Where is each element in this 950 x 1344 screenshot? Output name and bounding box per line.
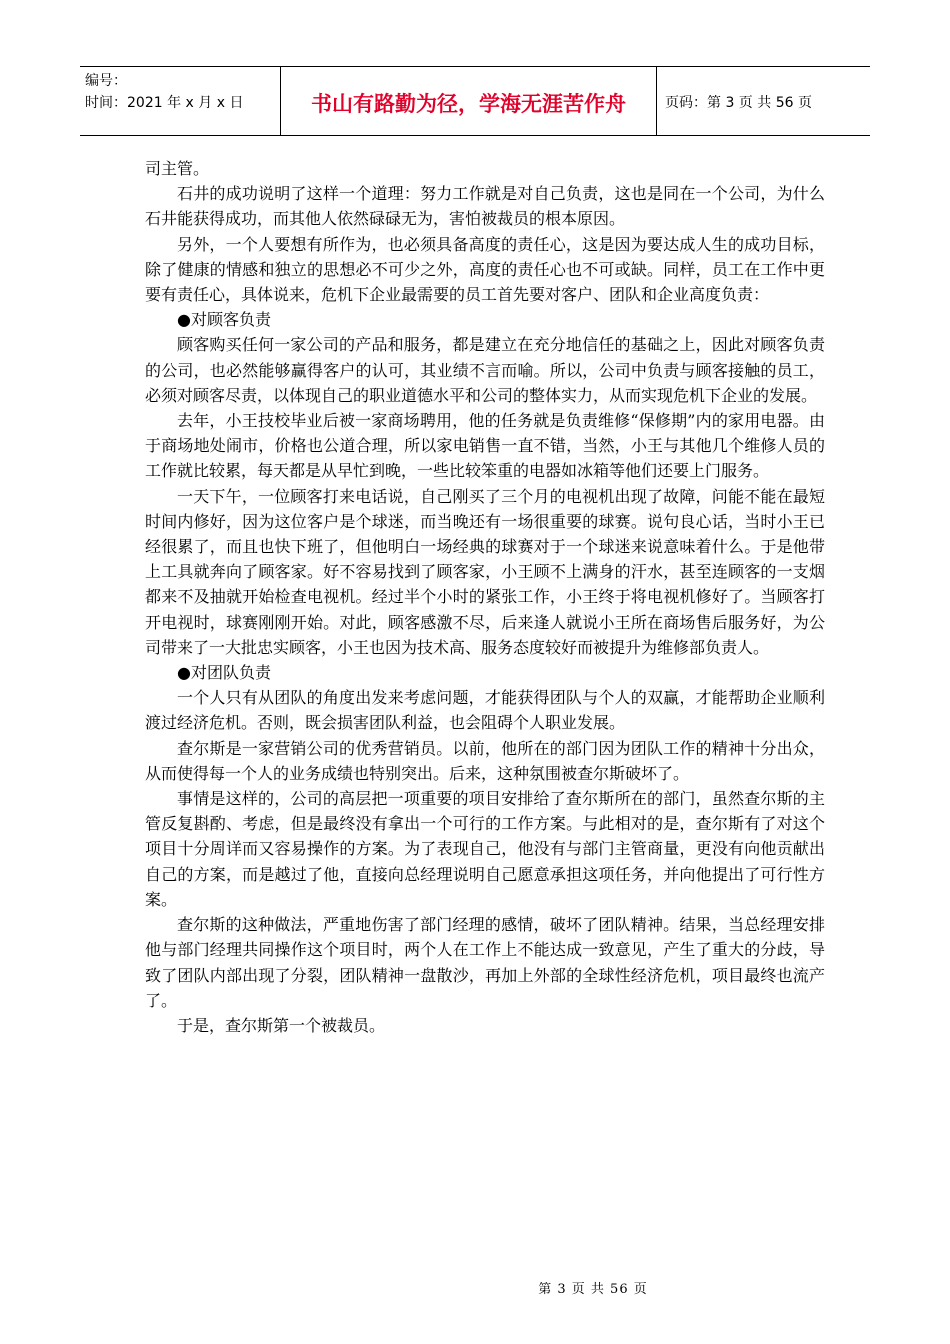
document-body (145, 156, 825, 1038)
body-paragraph: 顾客购买任何一家公司的产品和服务，都是建立在充分地信任的基础之上，因此对顾客负责的公司，也必然能够赢得客户的认可，其业绩不言而喻。所以，公司中负责与顾客接触的员工，必须对顾客尽责，以体现自己的职业道德水平和公司的整体实力，从而实现危机下企业的发展。 (145, 335, 825, 405)
header-meta-cell (80, 67, 281, 135)
body-paragraph: 一天下午，一位顾客打来电话说，自己刚买了三个月的电视机出现了故障，问能不能在最短时间内修好，因为这位客户是个球迷，而当晚还有一场很重要的球赛。说句良心话，当时小王已经很累了，而且也快下班了，但他明白一场经典的球赛对于一个球迷来说意味着什么。于是他带上工具就奔向了顾客家。好不容易找到了顾客家，小王顾不上满身的汗水，甚至连顾客的一支烟都来不及抽就开始检查电视机。经过半个小时的紧张工作，小王终于将电视机修好了。当顾客打开电视时，球赛刚刚开始。对此，顾客感激不尽，后来逢人就说小王所在商场售后服务好，为公司带来了一大批忠实顾客，小王也因为技术高、服务态度较好而被提升为维修部负责人。 (145, 486, 825, 657)
body-paragraph: 石井的成功说明了这样一个道理：努力工作就是对自己负责，这也是同在一个公司，为什么石井能获得成功，而其他人依然碌碌无为，害怕被裁员的根本原因。 (145, 184, 825, 229)
body-paragraph: 查尔斯的这种做法，严重地伤害了部门经理的感情，破坏了团队精神。结果，当总经理安排他与部门经理共同操作这个项目时，两个人在工作上不能达成一致意见，产生了重大的分歧，导致了团队内部出现了分裂，团队精神一盘散沙，再加上外部的全球性经济危机，项目最终也流产了。 (145, 915, 825, 1010)
document-number-label: 编号： (85, 73, 127, 89)
document-date-label: 时间：2021 年 x 月 x 日 (85, 95, 244, 111)
body-paragraph: 查尔斯是一家营销公司的优秀营销员。以前，他所在的部门因为团队工作的精神十分出众，从而使得每一个人的业务成绩也特别突出。后来，这种氛围被查尔斯破坏了。 (145, 738, 825, 783)
header-motto: 书山有路勤为径，学海无涯苦作舟 (281, 67, 657, 135)
body-paragraph: 一个人只有从团队的角度出发来考虑问题，才能获得团队与个人的双赢，才能帮助企业顺利渡过经济危机。否则，既会损害团队利益，也会阻碍个人职业发展。 (145, 688, 825, 733)
body-paragraph: 另外，一个人要想有所作为，也必须具备高度的责任心，这是因为要达成人生的成功目标，除了健康的情感和独立的思想必不可少之外，高度的责任心也不可或缺。同样，员工在工作中更要有责任心，具体说来，危机下企业最需要的员工首先要对客户、团队和企业高度负责： (145, 234, 825, 305)
header-page-info: 页码：第 3 页 共 56 页 (665, 95, 812, 111)
section-heading-team: ●对团队负责 (177, 663, 271, 683)
body-paragraph: 去年，小王技校毕业后被一家商场聘用，他的任务就是负责维修“保修期”内的家用电器。由于商场地处闹市，价格也公道合理，所以家电销售一直不错，当然，小王与其他几个维修人员的工作就比较累，每天都是从早忙到晚，一些比较笨重的电器如冰箱等他们还要上门服务。 (145, 411, 825, 481)
footer-page-number: 第 3 页 共 56 页 (538, 1282, 648, 1297)
body-paragraph: 于是，查尔斯第一个被裁员。 (177, 1015, 386, 1035)
body-paragraph: 司主管。 (145, 159, 210, 178)
page-footer (0, 1278, 950, 1297)
page-header (80, 66, 870, 136)
section-heading-customers: ●对顾客负责 (177, 310, 271, 330)
body-paragraph: 事情是这样的，公司的高层把一项重要的项目安排给了查尔斯所在的部门，虽然查尔斯的主管反复斟酌、考虑，但是最终没有拿出一个可行的工作方案。与此相对的是，查尔斯有了对这个项目十分周详而又容易操作的方案。为了表现自己，他没有与部门主管商量，更没有向他贡献出自己的方案，而是越过了他，直接向总经理说明自己愿意承担这项任务，并向他提出了可行性方案。 (145, 789, 825, 909)
